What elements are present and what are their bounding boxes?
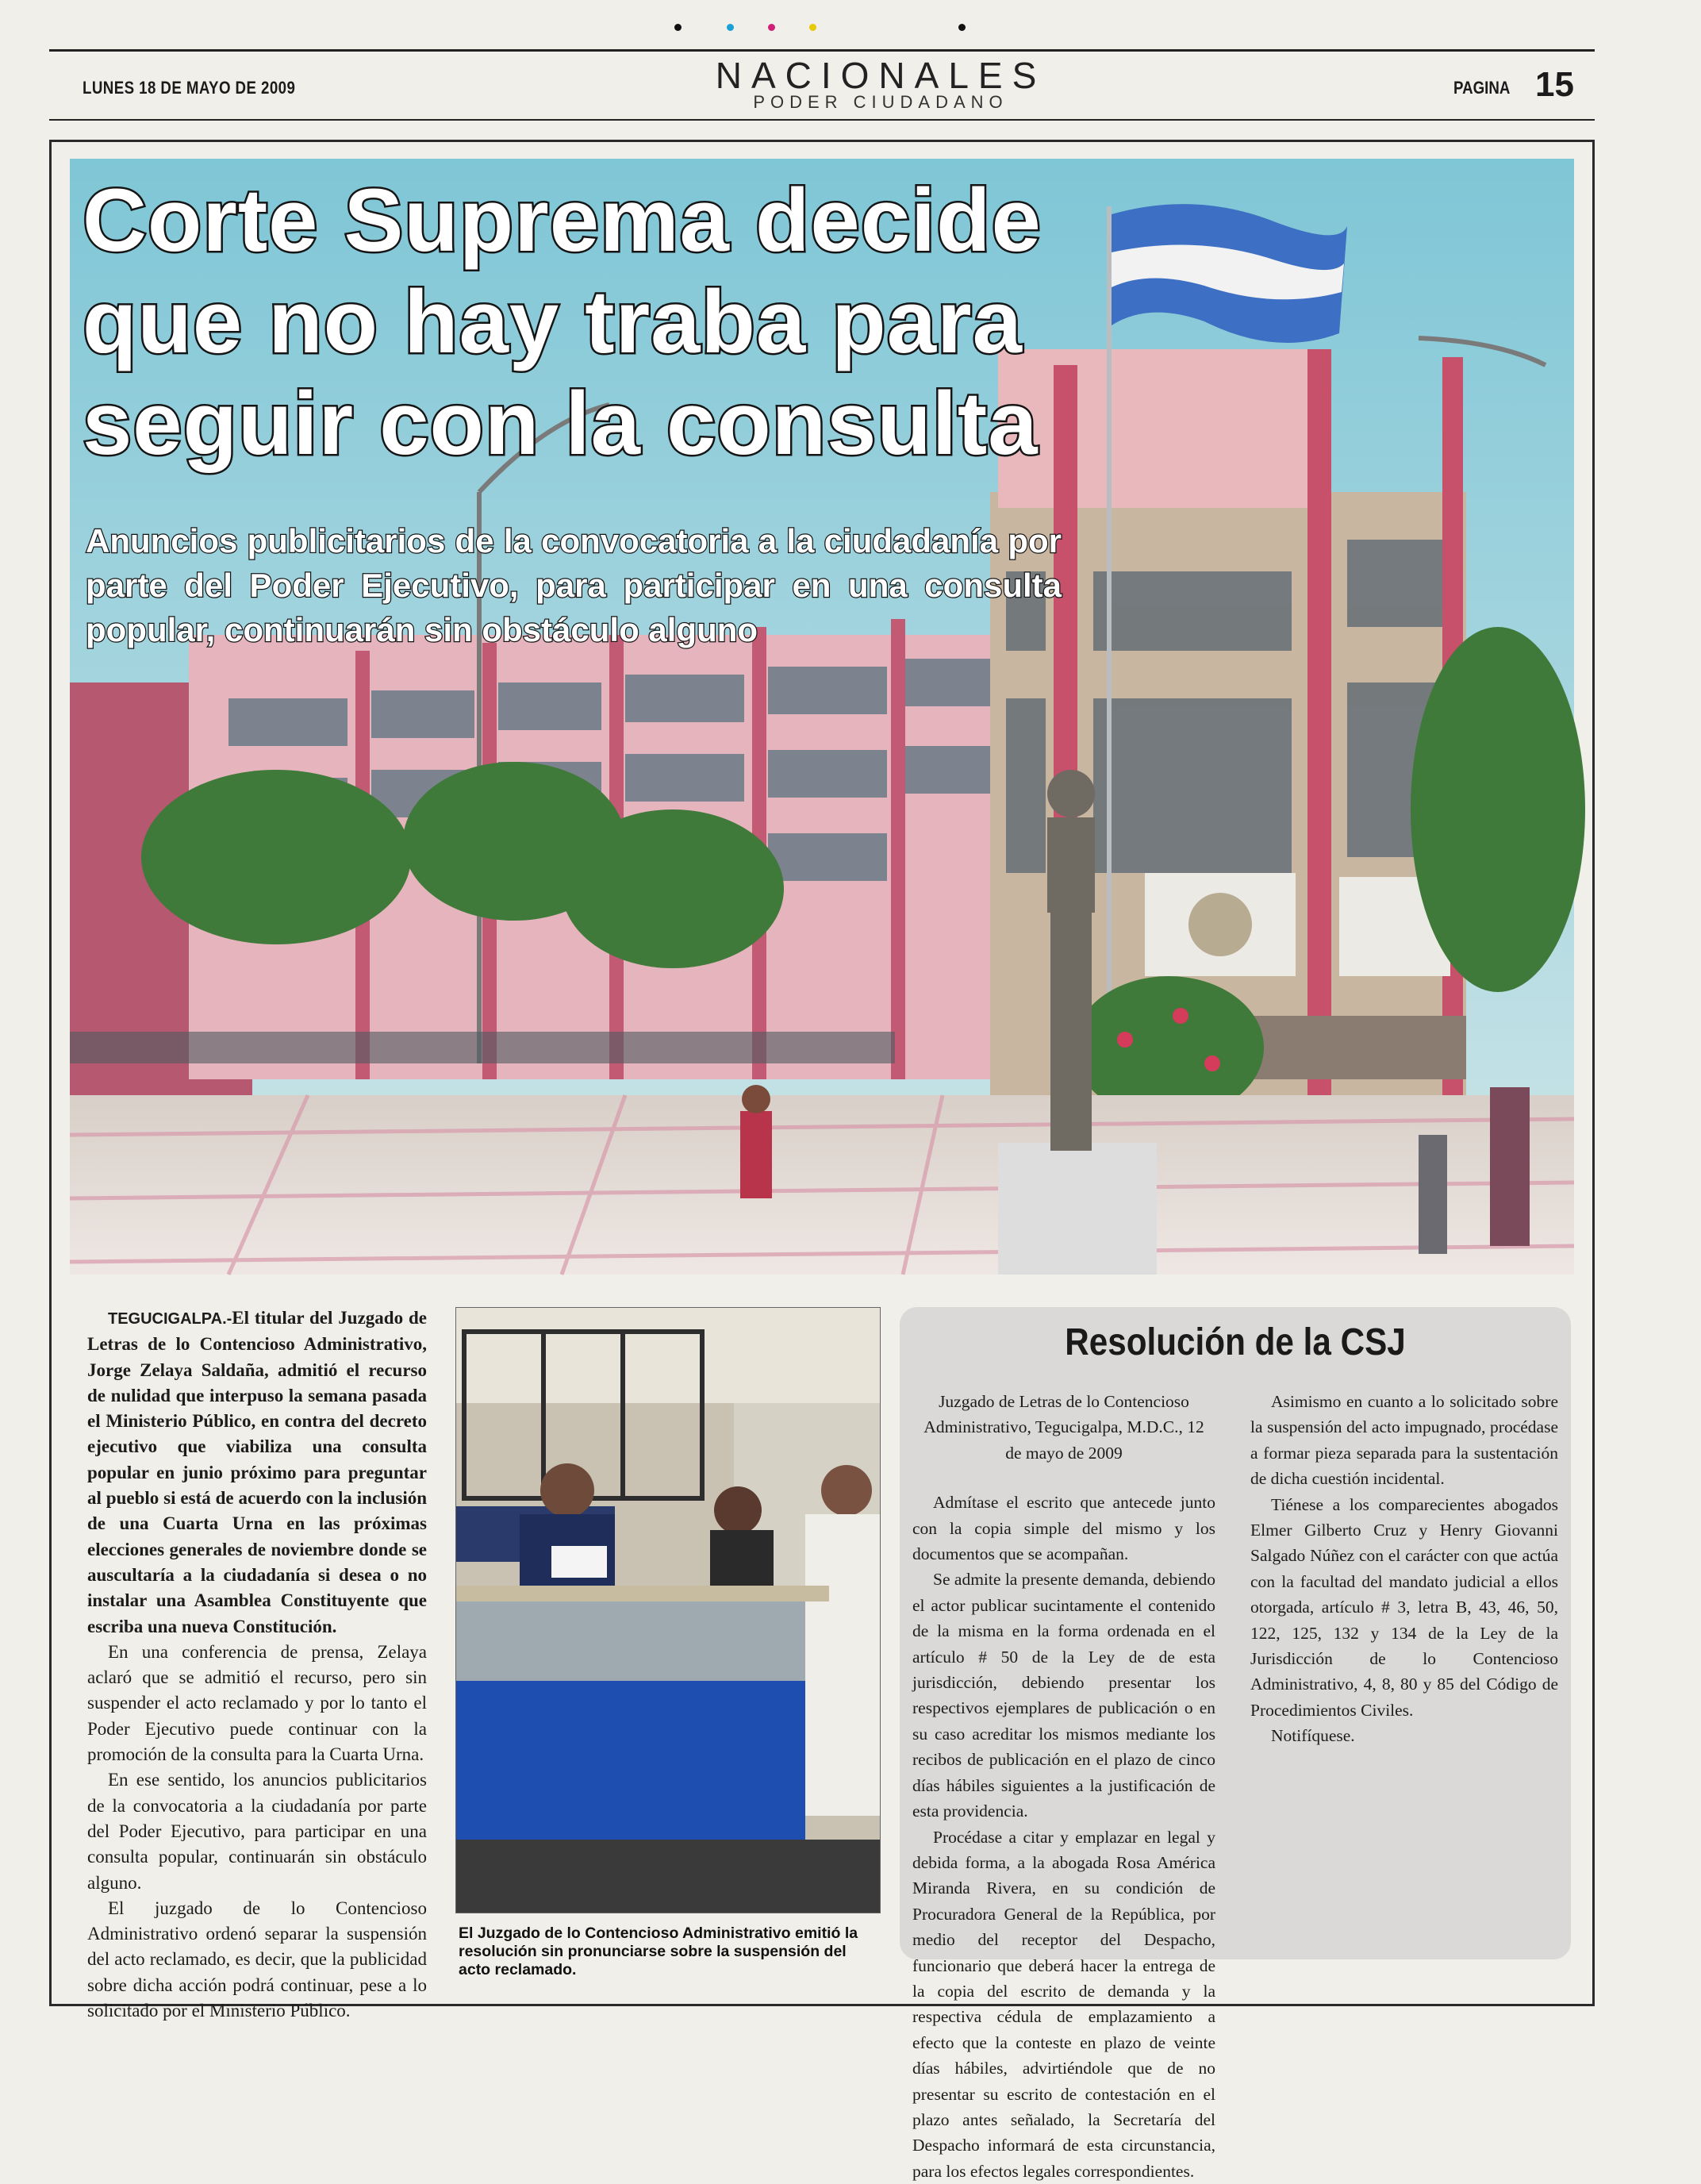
header-top-rule [49, 49, 1595, 52]
sidebar-paragraph: Juzgado de Letras de lo Contencioso Administrativo, Tegucigalpa, M.D.C., 12 de mayo de 2009 [923, 1392, 1204, 1463]
spacer [912, 1466, 1215, 1490]
sidebar-paragraph: Tiénese a los comparecientes abogados Elmer Gilberto Cruz y Henry Giovanni Salgado Núñez con el carácter con que actúa con la facultad del mandato judicial a ellos otorgada, artículo # 3, letra B, 43, 46, 50, 122, 125, 132 y 134 de la Ley de la Jurisdicción de lo Contencioso Administrativo, 4, 8, 80 y 85 del Código de Procedimientos Civiles. [1250, 1494, 1558, 1720]
hero-photo [70, 159, 1574, 1275]
sidebar-paragraph: Se admite la presente demanda, debiendo el actor publicar sucintamente el contenido de la misma en la forma ordenada en el artículo # 50 de la Ley de de esta jurisdicción, debiendo presentar los respectivos ejemplares de publicación o en su caso acreditar los mismos mediante los recibos de publicación en el plazo de cinco días hábiles siguientes a la justificación de esta providencia. [912, 1570, 1215, 1821]
photo-caption: El Juzgado de lo Contencioso Administrativo emitió la resolución sin pronunciarse sobre la suspensión del acto reclamado. [459, 1924, 858, 1978]
court-office-photo [455, 1307, 881, 1913]
lead-paragraph [87, 1305, 427, 1640]
sidebar-title: Resolución de la CSJ [1065, 1321, 1406, 1363]
sidebar-paragraph: Admítase el escrito que antecede junto con la copia simple del mismo y los documentos que se acompañan. [912, 1493, 1215, 1564]
section-subtitle: PODER CIUDADANO [753, 92, 1008, 112]
sidebar-paragraph: Asimismo en cuanto a lo solicitado sobre la suspensión del acto impugnado, procédase a formar pieza separada para la sustentación de dicha cuestión incidental. [1250, 1392, 1558, 1489]
page-number: 15 [1535, 65, 1574, 104]
lead-text: El titular del Juzgado de Letras de lo Contencioso Administrativo, Jorge Zelaya Saldaña, admitió el recurso de nulidad que interpuso la semana pasada el Ministerio Público, en contra del decreto ejecutivo que viabiliza una consulta popular en junio próximo para preguntar al pueblo si está de acuerdo con la inclusión de una Cuarta Urna en las próximas elecciones generales de noviembre donde se auscultaría a la ciudadanía si desea o no instalar una Asamblea Constituyente que escriba una nueva Constitución. [87, 1308, 427, 1636]
body-paragraph: El juzgado de lo Contencioso Administrativo ordenó separar la suspensión del acto reclamado, es decir, que la publicidad sobre dicha acción podrá continuar, pese a lo solicitado por el Ministerio Público. [87, 1898, 427, 2021]
office-scene-illustration [456, 1308, 880, 1913]
issue-date: LUNES 18 DE MAYO DE 2009 [83, 78, 296, 98]
sidebar-paragraph: Notifíquese. [1271, 1726, 1355, 1746]
dateline: TEGUCIGALPA.- [108, 1310, 232, 1328]
body-paragraph: En una conferencia de prensa, Zelaya aclaró que se admitió el recurso, pero sin suspender el acto reclamado y por lo tanto el Poder Ejecutivo puede continuar con la promoción de la consulta para la Cuarta Urna. [87, 1641, 427, 1765]
section-title: NACIONALES [715, 55, 1046, 96]
sidebar-column-2 [1250, 1389, 1558, 1749]
headline: Corte Suprema decide que no hay traba para seguir con la consulta [83, 171, 1042, 473]
sidebar-column-1 [912, 1389, 1215, 2181]
page-label: PAGINA [1453, 78, 1511, 98]
header-bottom-rule [49, 119, 1595, 121]
sidebar-paragraph: Procédase a citar y emplazar en legal y debida forma, a la abogada Rosa América Miranda Rivera, en su condición de Procuradora General de la República, por medio del receptor del Despacho, funcionario que deberá hacer la entrega de la copia del escrito de demanda y la respectiva cédula de emplazamiento a efecto que la conteste en plazo de veinte días hábiles, advirtiéndole que de no presentar su escrito de contestación en el plazo antes señalado, la Secretaría del Despacho informará de esta circunstancia, para los efectos legales correspondientes. [912, 1827, 1215, 2181]
print-registration-marks [674, 24, 976, 35]
body-paragraph: En ese sentido, los anuncios publicitarios de la convocatoria a la ciudadanía por parte del Poder Ejecutivo, para participar en una consulta popular, continuarán sin obstáculo alguno. [87, 1770, 427, 1893]
deck-subheadline: Anuncios publicitarios de la convocatoria a la ciudadanía por parte del Poder Ejecutivo, para participar en una consulta popular, continuarán sin obstáculo alguno [86, 522, 1062, 648]
article-column-1 [87, 1305, 427, 2024]
